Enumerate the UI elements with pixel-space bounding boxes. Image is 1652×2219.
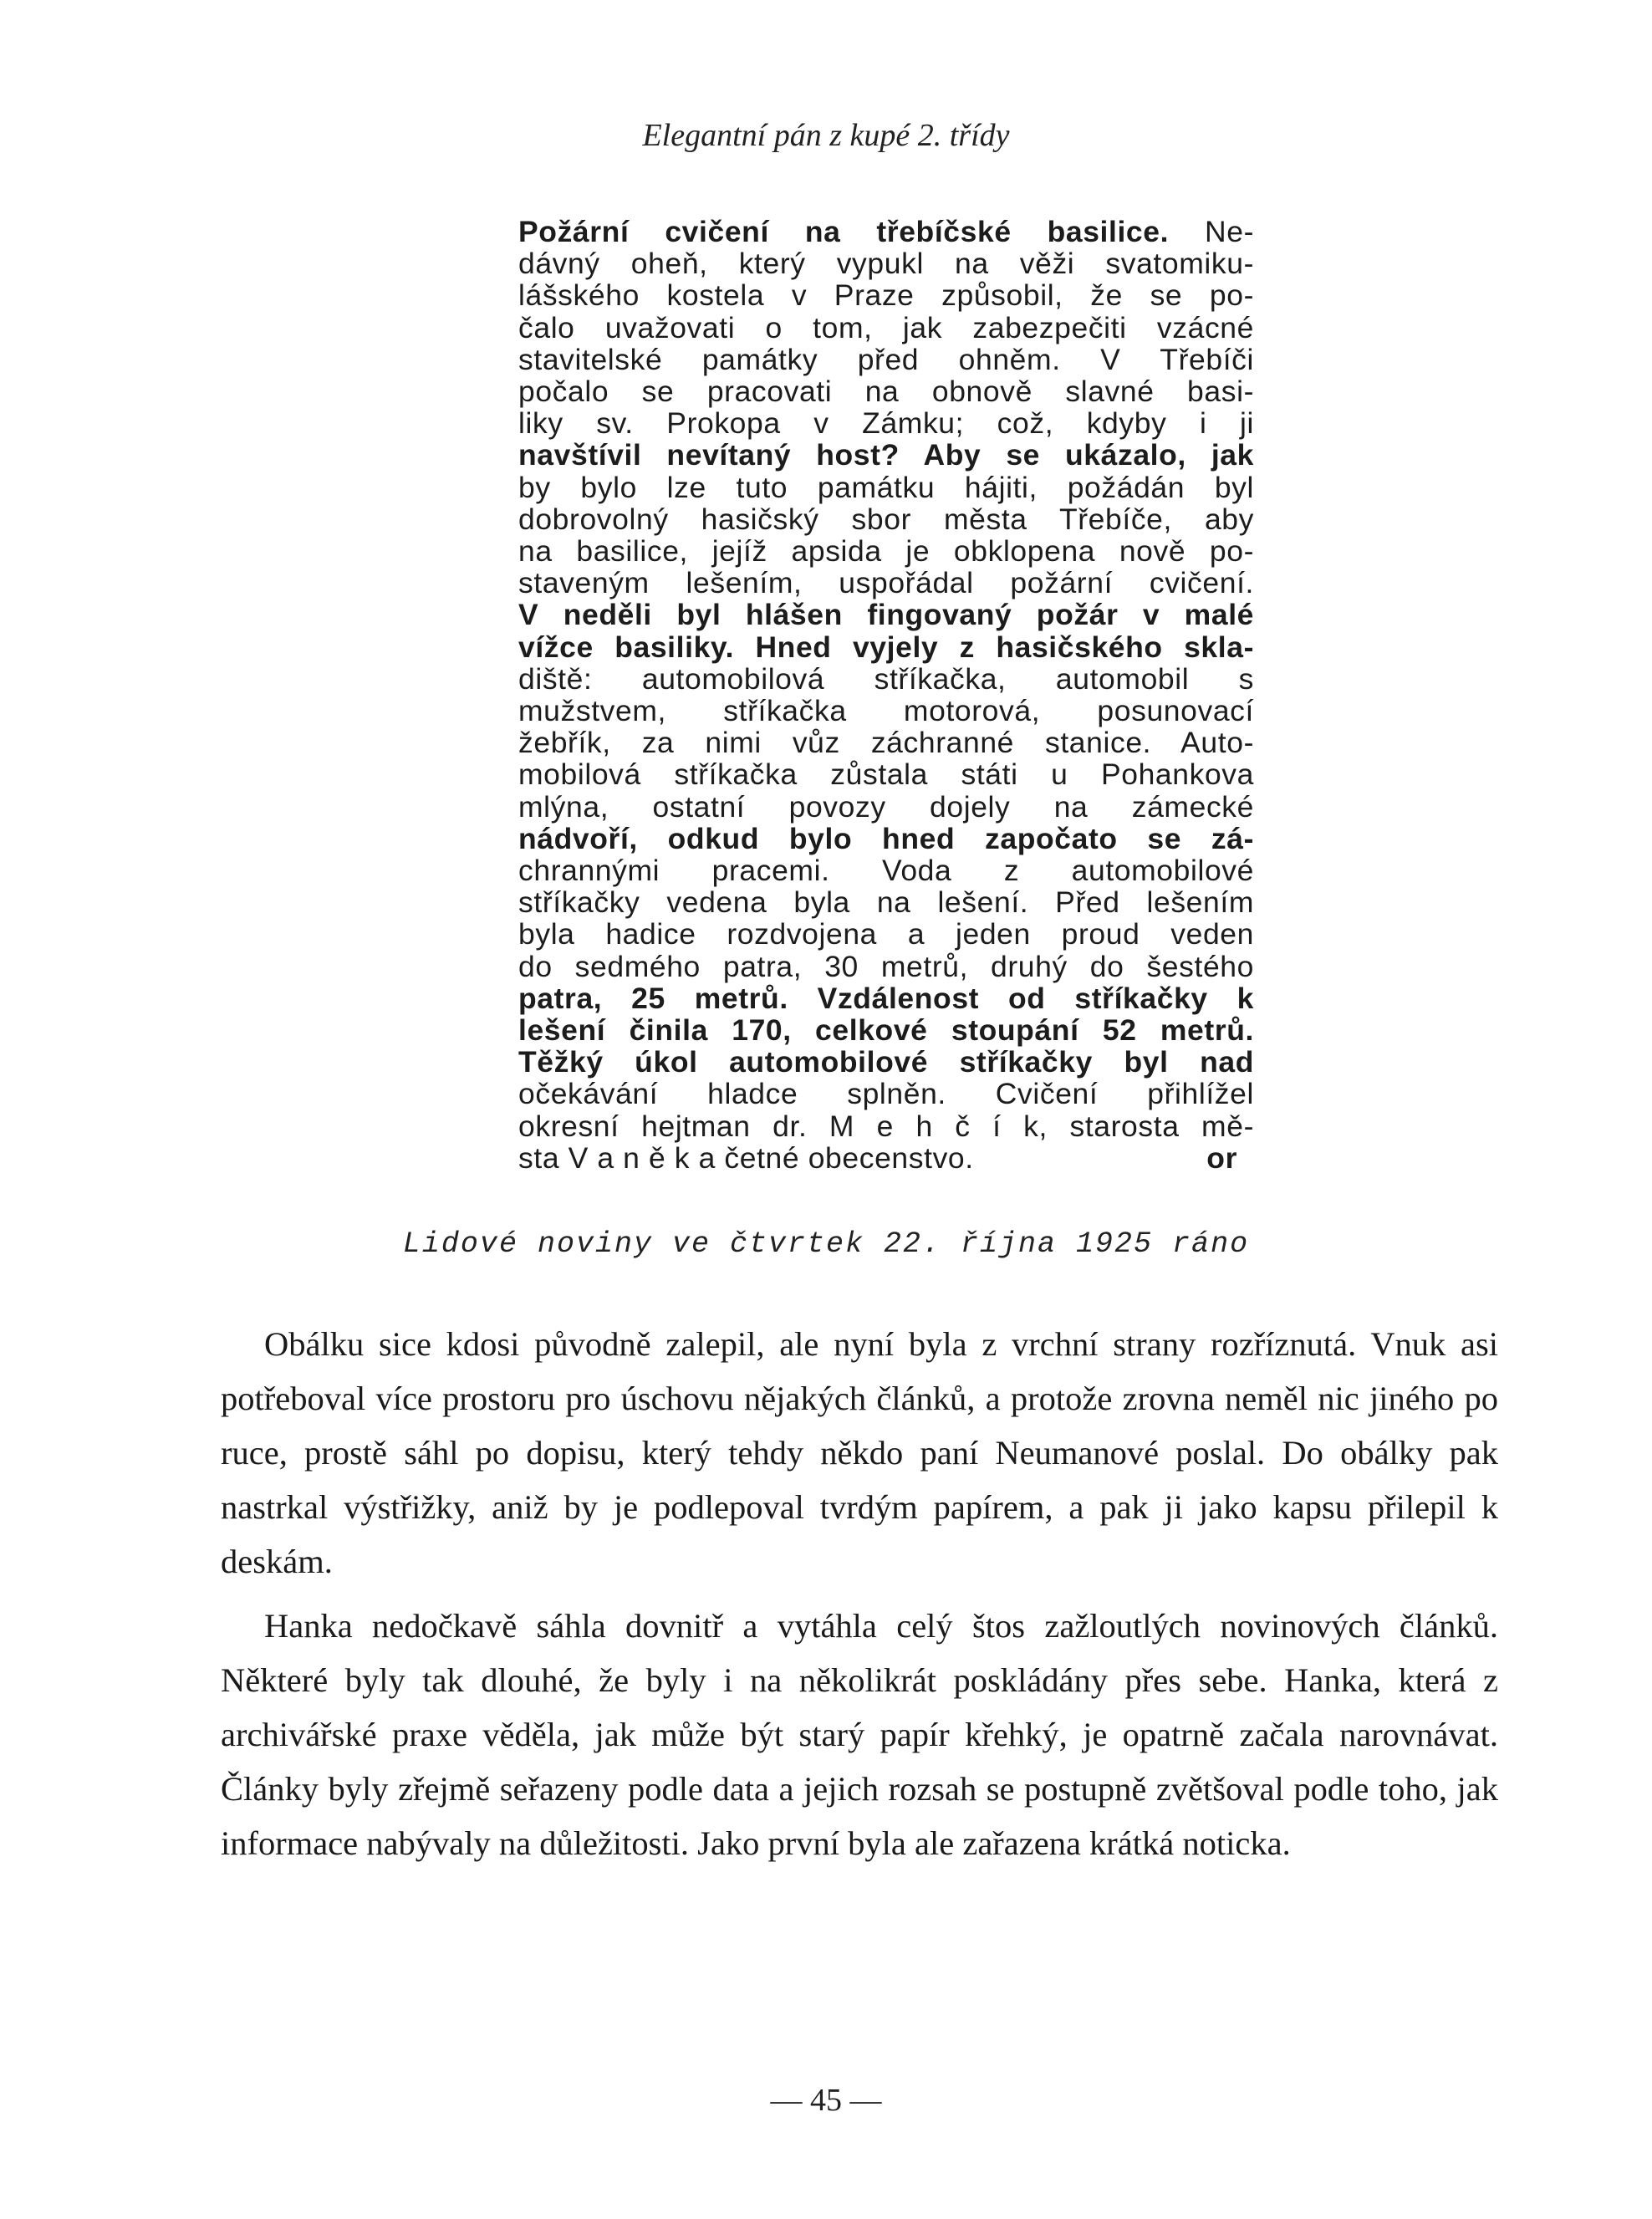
newspaper-clipping <box>518 216 1254 1174</box>
clipping-line: čalo uvažovati o tom, jak zabezpečiti vzácné <box>518 310 1254 344</box>
clipping-line: nádvoří, odkud bylo hned započato se zá- <box>518 821 1254 855</box>
clipping-line: stříkačky vedena byla na lešení. Před lešením <box>518 885 1254 920</box>
clipping-line: Požární cvičení na třebíčské basilice. Ne- <box>518 215 1255 248</box>
clipping-line <box>518 1142 1254 1174</box>
clipping-line: Těžký úkol automobilové stříkačky byl nad <box>518 1045 1254 1079</box>
clipping-line: staveným lešením, uspořádal požární cvičení. <box>518 566 1254 600</box>
paragraph: Obálku sice kdosi původně zalepil, ale nyní byla z vrchní strany rozříznutá. Vnuk asi potřeboval více prostoru pro úschovu nějakých článků, a protože zrovna neměl nic jiného po ruce, prostě sáhl po dopisu, který tehdy někdo paní Neumanové poslal. Do obálky pak nastrkal výstřižky, aniž by je podlepoval tvrdým papírem, a pak ji jako kapsu přilepil k deskám. <box>221 1325 1498 1580</box>
running-header: Elegantní pán z kupé 2. třídy <box>642 118 1010 153</box>
clipping-line: mužstvem, stříkačka motorová, posunovací <box>518 694 1254 728</box>
clipping-caption: Lidové noviny ve čtvrtek 22. října 1925 ráno <box>402 1227 1250 1261</box>
clipping-line: diště: automobilová stříkačka, automobil s <box>518 661 1254 696</box>
paragraph: Hanka nedočkavě sáhla dovnitř a vytáhla celý štos zažloutlých novinových článků. Některé byly tak dlouhé, že byly i na několikrát poskládány přes sebe. Hanka, která z archivářské praxe věděla, jak může být starý papír křehký, je opatrně začala narovnávat. Články byly zřejmě seřazeny podle data a jejich rozsah se postupně zvětšoval podle toho, jak informace nabývaly na důležitosti. Jako první byla ale zařazena krátká noticka. <box>221 1607 1498 1862</box>
clipping-line: patra, 25 metrů. Vzdálenost od stříkačky k <box>518 981 1254 1015</box>
clipping-line: vížce basiliky. Hned vyjely z hasičského skla- <box>518 630 1254 664</box>
clipping-line: žebřík, za nimi vůz záchranné stanice. Auto- <box>518 726 1254 760</box>
clipping-line: V neděli byl hlášen fingovaný požár v malé <box>518 598 1254 632</box>
clipping-line: okresní hejtman dr. M e h č í k, starosta mě- <box>518 1109 1254 1143</box>
clipping-line: chrannými pracemi. Voda z automobilové <box>518 854 1254 888</box>
clipping-line: do sedmého patra, 30 metrů, druhý do šestého <box>518 949 1254 983</box>
clipping-line: by bylo lze tuto památku hájiti, požádán byl <box>518 470 1254 504</box>
clipping-line: dobrovolný hasičský sbor města Třebíče, aby <box>518 502 1254 536</box>
clipping-line: mlýna, ostatní povozy dojely na zámecké <box>518 789 1254 824</box>
clipping-line: mobilová stříkačka zůstala státi u Pohankova <box>518 758 1254 792</box>
clipping-signature: or <box>1206 1140 1237 1175</box>
clipping-headline: Požární cvičení na třebíčské basilice. <box>518 215 1170 248</box>
clipping-line: navštívil nevítaný host? Aby se ukázalo, jak <box>518 438 1254 472</box>
body-text <box>221 1317 1498 1880</box>
clipping-line: očekávání hladce splněn. Cvičení přihlížel <box>518 1077 1254 1111</box>
clipping-line: dávný oheň, který vypukl na věži svatomiku- <box>518 247 1254 281</box>
clipping-line-text: sta V a n ě k a četné obecenstvo. <box>518 1140 974 1175</box>
clipping-line: liky sv. Prokopa v Zámku; což, kdyby i ji <box>518 406 1254 441</box>
clipping-line: stavitelské památky před ohněm. V Třebíči <box>518 342 1254 376</box>
clipping-line: lášského kostela v Praze způsobil, že se po- <box>518 278 1254 313</box>
clipping-line: byla hadice rozdvojena a jeden proud veden <box>518 917 1254 951</box>
clipping-line: počalo se pracovati na obnově slavné basi- <box>518 375 1254 409</box>
page-number: — 45 — <box>770 2083 882 2118</box>
clipping-line: lešení činila 170, celkové stoupání 52 metrů. <box>518 1013 1254 1048</box>
clipping-line: na basilice, jejíž apsida je obklopena nově po- <box>518 534 1254 569</box>
